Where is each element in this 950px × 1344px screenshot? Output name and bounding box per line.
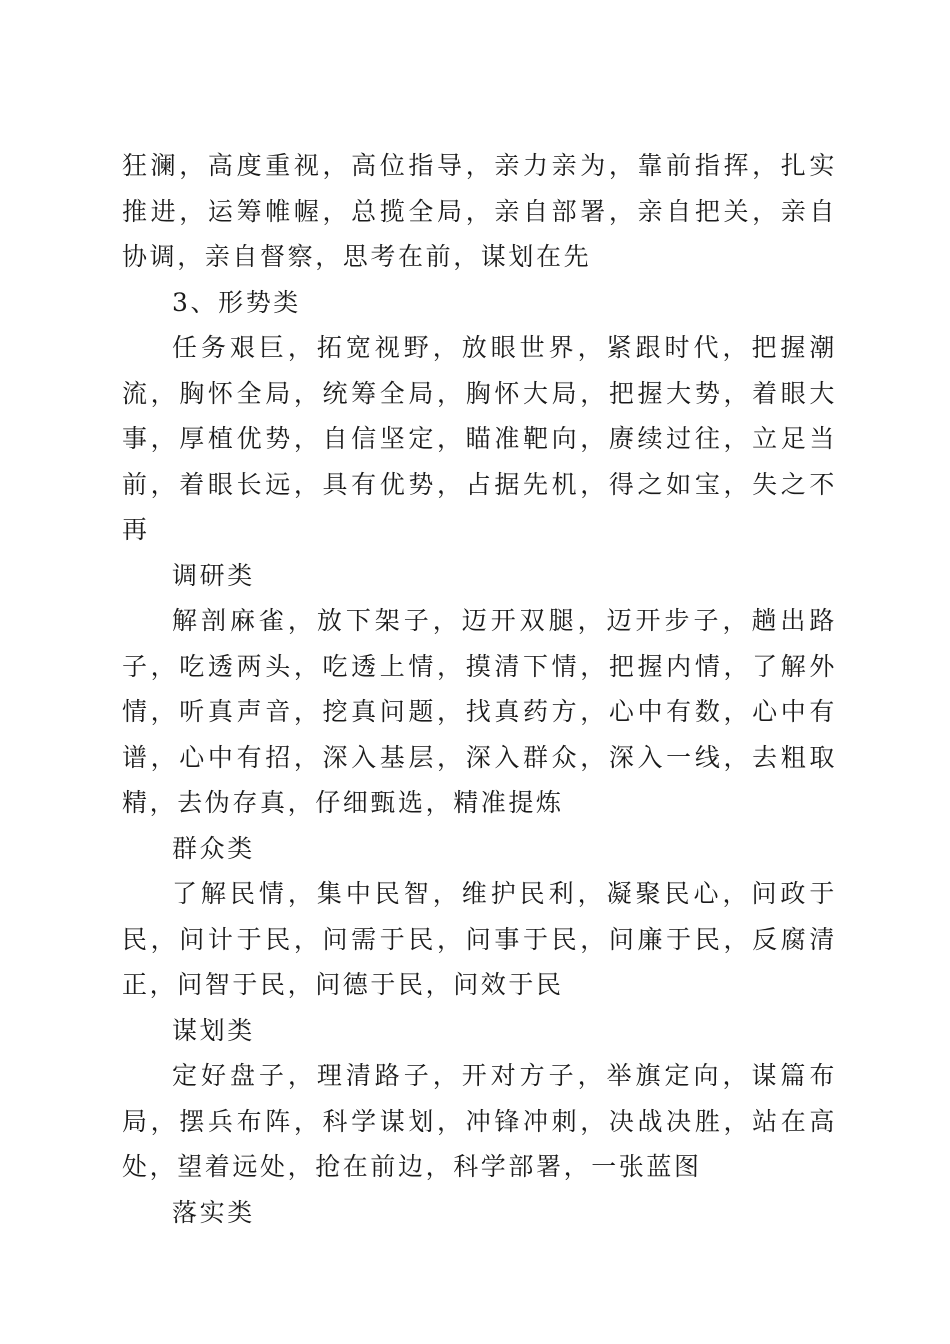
paragraph-continued: 狂澜，高度重视，高位指导，亲力亲为，靠前指挥，扎实推进，运筹帷幄，总揽全局，亲自部署，亲自把关，亲自协调，亲自督察，思考在前，谋划在先 (122, 151, 837, 271)
section-heading-masses: 群众类 (172, 833, 255, 863)
paragraph-masses: 了解民情，集中民智，维护民利，凝聚民心，问政于民，问计于民，问需于民，问事于民，问廉于民，反腐清正，问智于民，问德于民，问效于民 (122, 879, 837, 999)
section-heading-research: 调研类 (172, 560, 255, 590)
paragraph-research: 解剖麻雀，放下架子，迈开双腿，迈开步子，趟出路子，吃透两头，吃透上情，摸清下情，把握内情，了解外情，听真声音，挖真问题，找真药方，心中有数，心中有谱，心中有招，深入基层，深入群众，深入一线，去粗取精，去伪存真，仔细甄选，精准提炼 (122, 606, 837, 817)
section-heading-implementation: 落实类 (172, 1197, 255, 1227)
paragraph-planning: 定好盘子，理清路子，开对方子，举旗定向，谋篇布局，摆兵布阵，科学谋划，冲锋冲刺，决战决胜，站在高处，望着远处，抢在前边，科学部署，一张蓝图 (122, 1061, 837, 1181)
document-body (122, 143, 837, 1235)
paragraph-situation: 任务艰巨，拓宽视野，放眼世界，紧跟时代，把握潮流，胸怀全局，统筹全局，胸怀大局，把握大势，着眼大事，厚植优势，自信坚定，瞄准靶向，赓续过往，立足当前，着眼长远，具有优势，占据先机，得之如宝，失之不再 (122, 333, 837, 544)
section-heading-situation: 3、形势类 (172, 287, 301, 317)
section-heading-planning: 谋划类 (172, 1015, 255, 1045)
